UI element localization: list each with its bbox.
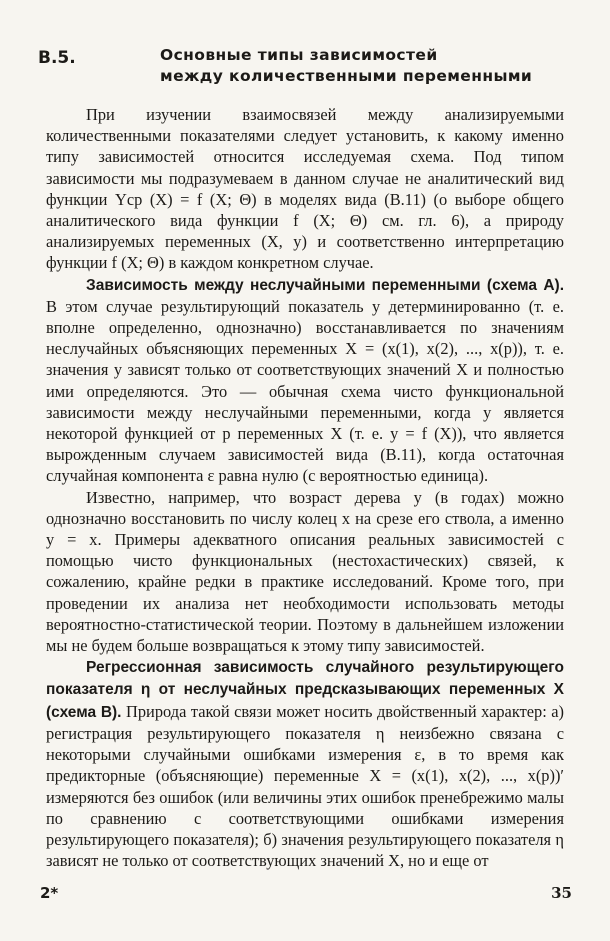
signature-mark: 2* (40, 884, 59, 902)
body-text (46, 104, 564, 871)
scheme-b-heading: Регрессионная зависимость случайного результирующего показателя η от неслучайных предсказывающих переменных X (схема В). (46, 659, 564, 721)
paragraph-intro: При изучении взаимосвязей между анализируемыми количественными показателями следует установить, к какому именно типу зависимостей относится исследуемая схема. Под типом зависимости мы подразумеваем в данном случае не аналитический вид функции Yср (X) = f (X; Θ) в моделях вида (В.11) (о выборе общего аналитического вида функции f (X; Θ) см. гл. 6), а природу анализируемых переменных (X, y) и соответственно интерпретацию функции f (X; Θ) в каждом конкретном случае. (46, 105, 564, 273)
section-title-line-2: между количественными переменными (160, 67, 533, 85)
scheme-b-text: Природа такой связи может носить двойственный характер: а) регистрация результирующего показателя η неизбежно связана с некоторыми случайными ошибками измерения ε, в то время как предикторные (объясняющие) переменные X = (x(1), x(2), ..., x(p))′ измеряются без ошибок (или величины этих ошибок пренебрежимо малы по сравнению с соответствующими ошибками измерения результирующего показателя); б) значения результирующего показателя η зависят не только от соответствующих значений X, но и еще от (46, 701, 564, 871)
section-number: В.5. (38, 48, 76, 68)
section-title (160, 45, 532, 87)
paragraph-tree-example: Известно, например, что возраст дерева y (в годах) можно однозначно восстановить по числу колец x на срезе его ствола, а именно y = x. Примеры адекватного описания реальных зависимостей с помощью чисто функциональных (нестохастических) связей, к сожалению, крайне редки в практике исследований. Кроме того, при проведении их анализа нет необходимости использовать методы вероятностно-статистической теории. Поэтому в дальнейшем изложении мы не будем больше возвращаться к этому типу зависимостей. (46, 487, 564, 656)
scheme-a-heading: Зависимость между неслучайными переменными (схема А). (86, 276, 564, 294)
paragraph-scheme-a (46, 274, 564, 487)
page-number: 35 (551, 884, 572, 902)
scheme-a-text: В этом случае результирующий показатель y детерминированно (т. е. вполне определенно, однозначно) восстанавливается по значениям неслучайных объясняющих переменных X = (x(1), x(2), ..., x(p)), т. е. значения y зависят только от соответствующих значений X и полностью ими определяются. Это — обычная схема чисто функциональной зависимости между неслучайными переменными, когда y является некоторой функцией от p переменных X (т. е. y = f (X)), что является вырожденным случаем зависимостей вида (В.11), когда остаточная случайная компонента ε равна нулю (с вероятностью единица). (46, 296, 564, 486)
section-title-line-1: Основные типы зависимостей (160, 46, 438, 64)
paragraph-scheme-b (46, 656, 564, 871)
